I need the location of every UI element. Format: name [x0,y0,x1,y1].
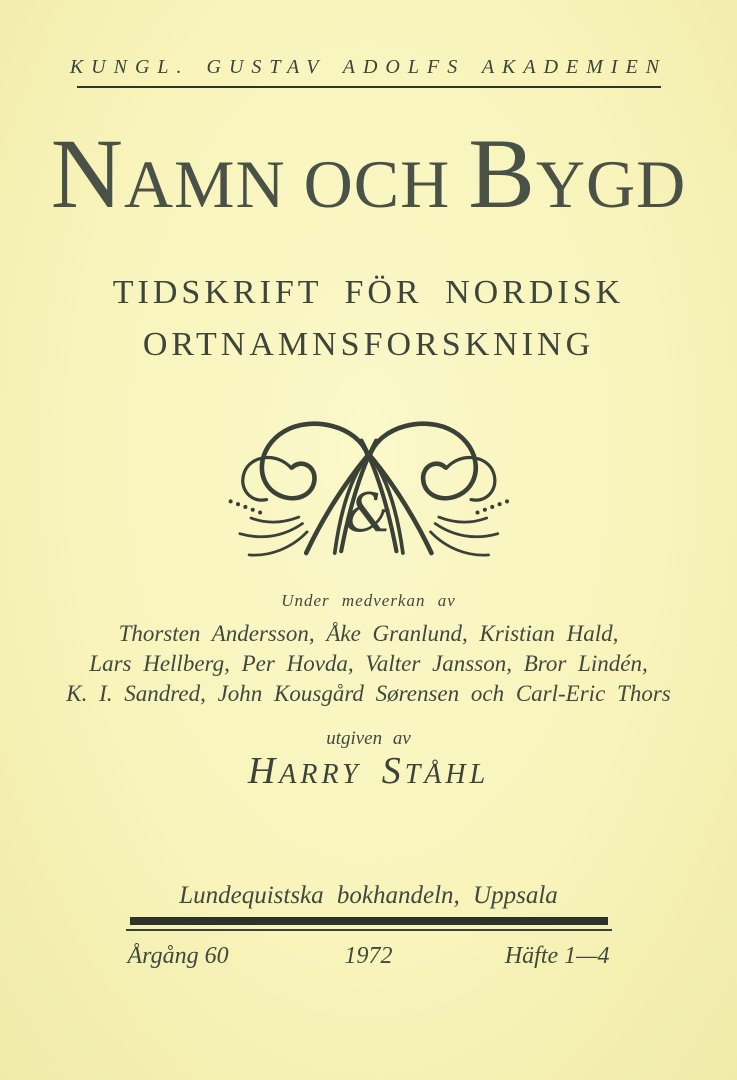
title-word-bygd [468,118,687,229]
publisher-line: Lundequistska bokhandeln, Uppsala [179,882,558,909]
title-rest-amn: AMN [123,146,286,222]
contributors-preface: Under medverkan av [281,591,456,610]
academy-name: KUNGL. GUSTAV ADOLFS AKADEMIEN [69,56,668,78]
subtitle-line-1: TIDSKRIFT FÖR NORDISK [112,274,625,311]
title-initial-b: B [468,118,536,229]
imprint-rule-thin [126,929,612,931]
editor-initial-h: H [247,750,280,792]
academy-rule [77,86,661,88]
editor-preface: utgiven av [326,728,411,749]
year-label: 1972 [344,943,393,969]
editor-last-name [381,750,490,792]
issue-label: Häfte 1—4 [504,943,610,969]
editor-name [0,750,737,797]
journal-title [0,118,737,253]
editor-rest-arry: ARRY [279,759,362,790]
contributors-line-1: Thorsten Andersson, Åke Granlund, Kristian Hald, [118,621,619,646]
title-rest-ygd: YGD [535,146,687,222]
journal-subtitle [0,267,737,371]
volume-label: Årgång 60 [127,943,229,969]
subtitle-line-2: ORTNAMNSFORSKNING [142,326,595,363]
ampersand-glyph: & [344,480,393,544]
contributors-list [0,619,737,709]
nb-monogram-icon [0,413,737,565]
contributors-line-2: Lars Hellberg, Per Hovda, Valter Jansson, Bror Lindén, [89,651,648,676]
title-word-namn [50,118,286,229]
issue-info-row [128,941,610,971]
title-initial-n: N [50,118,124,229]
imprint-rule-thick [130,917,608,925]
title-word-och: OCH [303,146,451,222]
editor-rest-tahl: TÅHL [404,759,490,790]
contributors-line-3: K. I. Sandred, John Kousgård Sørensen och Carl-Eric Thors [66,681,671,706]
editor-first-name [247,750,362,792]
editor-initial-s: S [381,750,405,792]
